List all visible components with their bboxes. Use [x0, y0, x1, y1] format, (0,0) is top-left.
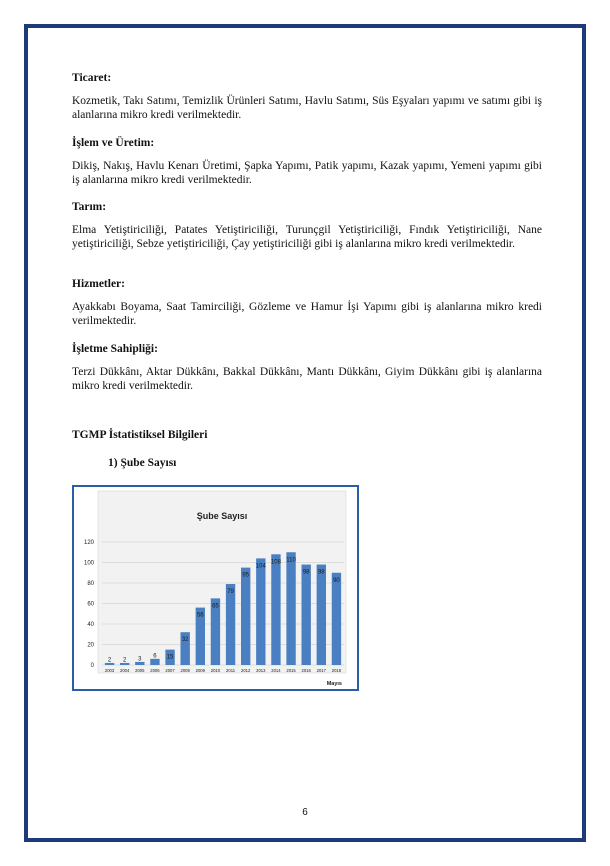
- section-text: Terzi Dükkânı, Aktar Dükkânı, Bakkal Dükkânı, Mantı Dükkânı, Giyim Dükkânı gibi iş alanlarına mikro kredi verilmektedir.: [72, 366, 542, 392]
- x-tick-label: 2006: [150, 668, 160, 673]
- bar-value-label: 15: [166, 654, 174, 661]
- bar-value-label: 6: [153, 653, 157, 660]
- section: [72, 201, 542, 251]
- bar-value-label: 104: [255, 563, 266, 570]
- bar-value-label: 108: [270, 559, 281, 566]
- section-text: Kozmetik, Takı Satımı, Temizlik Ürünleri Satımı, Havlu Satımı, Süs Eşyaları yapımı ve satımı gibi iş alanlarına mikro kredi verilmektedir.: [72, 95, 542, 121]
- section: [72, 72, 542, 122]
- x-tick-label: 2012: [241, 668, 251, 673]
- x-tick-label: 2017: [316, 668, 326, 673]
- section-title: Hizmetler:: [72, 278, 125, 290]
- section-title: Tarım:: [72, 201, 107, 213]
- x-tick-label: 2007: [165, 668, 175, 673]
- bar-value-label: 79: [227, 589, 234, 596]
- x-tick-label: 2013: [256, 668, 266, 673]
- x-tick-label: 2005: [135, 668, 145, 673]
- x-tick-label: 2015: [286, 668, 296, 673]
- section: [72, 137, 542, 187]
- bar: [241, 568, 250, 665]
- bar: [226, 584, 235, 665]
- bar: [317, 565, 326, 665]
- page-number: 6: [302, 807, 308, 818]
- bar: [332, 573, 341, 665]
- chart-note: Mayıs: [326, 681, 342, 687]
- x-tick-label: 2016: [301, 668, 311, 673]
- x-tick-label: 2011: [226, 668, 236, 673]
- section-title: İşlem ve Üretim:: [72, 137, 155, 149]
- bar-value-label: 56: [196, 612, 204, 619]
- stats-item-branch-count: 1) Şube Sayısı: [108, 457, 177, 469]
- bar-value-label: 2: [123, 657, 127, 664]
- bar: [150, 659, 159, 665]
- bar-value-label: 32: [181, 637, 189, 644]
- y-tick-label: 0: [90, 663, 94, 669]
- stats-heading: TGMP İstatistiksel Bilgileri: [72, 429, 208, 441]
- section-text: Elma Yetiştiriciliği, Patates Yetiştiriciliği, Turunçgil Yetiştiriciliği, Fındık Yetiştiriciliği, Nane yetiştiriciliği, Sebze yetiştiriciliği, Çay yetiştiriciliği gibi iş alanlarına mikro kredi verilmektedir.: [72, 224, 542, 250]
- x-tick-label: 2018: [331, 668, 342, 673]
- section: [72, 343, 542, 393]
- chart-svg: [74, 487, 357, 689]
- y-tick-label: 80: [87, 581, 94, 587]
- bar: [256, 558, 265, 665]
- y-tick-label: 60: [87, 601, 94, 608]
- branch-count-chart: [72, 485, 359, 691]
- y-tick-label: 40: [87, 622, 94, 628]
- bar-value-label: 3: [138, 656, 142, 663]
- bar-value-label: 90: [333, 577, 340, 584]
- bar: [271, 554, 280, 665]
- section-title: Ticaret:: [72, 72, 112, 84]
- x-tick-label: 2014: [271, 668, 281, 673]
- x-tick-label: 2004: [120, 668, 130, 673]
- bar: [301, 565, 310, 665]
- bar-value-label: 98: [317, 569, 325, 576]
- bar-value-label: 98: [302, 569, 310, 576]
- section-text: Ayakkabı Boyama, Saat Tamirciliği, Gözleme ve Hamur İşi Yapımı gibi iş alanlarına mikro kredi verilmektedir.: [72, 301, 542, 327]
- x-tick-label: 2010: [210, 668, 221, 673]
- bar: [286, 552, 295, 665]
- section-title: İşletme Sahipliği:: [72, 343, 158, 355]
- section-text: Dikiş, Nakış, Havlu Kenarı Üretimi, Şapka Yapımı, Patik yapımı, Kazak yapımı, Yemeni yapımı gibi iş alanlarına mikro kredi verilmektedir.: [72, 160, 542, 186]
- bar-value-label: 110: [286, 557, 296, 564]
- x-tick-label: 2003: [104, 668, 115, 673]
- chart-title: Şube Sayısı: [196, 511, 248, 521]
- x-tick-label: 2009: [195, 668, 205, 673]
- section: [72, 278, 542, 328]
- y-tick-label: 120: [83, 540, 94, 546]
- y-tick-label: 20: [87, 642, 94, 649]
- bar-value-label: 95: [242, 572, 250, 579]
- bar-value-label: 65: [212, 603, 219, 610]
- y-tick-label: 100: [83, 560, 94, 567]
- x-tick-label: 2008: [180, 668, 190, 673]
- bar-value-label: 2: [107, 657, 112, 664]
